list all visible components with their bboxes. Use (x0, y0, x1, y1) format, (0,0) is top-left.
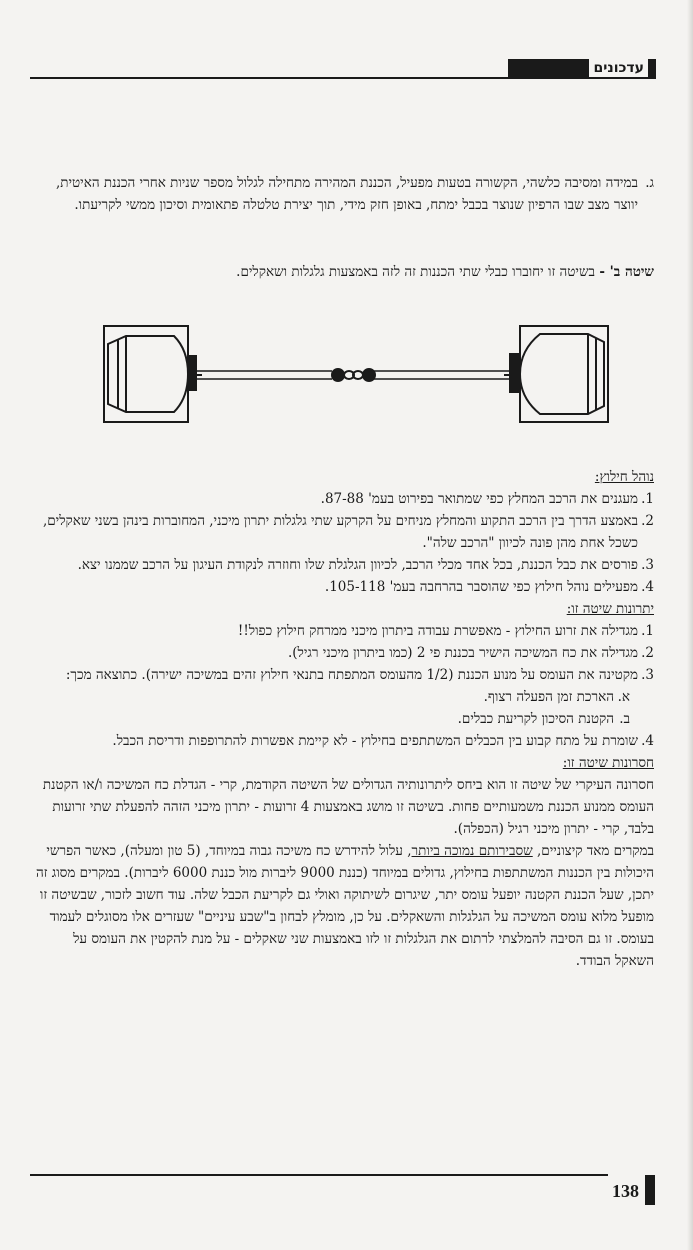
item-text: מעגנים את הרכב המחלץ כפי שמתואר בפירוט בעמ' 87-88. (320, 491, 638, 507)
para2-rest: , עלול להידרש כח משיכה גבוה במיוחד, (5 טון ומעלה), כאשר הפרשי היכולות בין הכננות המשתתפות בחילוץ, גדולים במיוחד (כננת 9000 ליברות מול כננת 6000 ליברות). במקרים מסוג זה יתכן, שעל הכננת הקטנה יופעל עומס יתר, שיגרום לשיתוקה ואולי גם לקריעת הכבל שלה. עוד חשוב לזכור, שבשיטה זו מופעל מלוא עומס המשיכה על הגלגלות והשאקלים. על כן, מומלץ לבחון ב"שבע עיניים" שעזרים אלו מסוגלים לעמוד בעומס. זו גם הסיבה להמלצתי לרתום את הגלגלות זו לזו באמצעות שני שאקלים - על מנת להקטין את העומס על השאקל הבודד. (35, 843, 654, 969)
item-number: 3. (641, 667, 654, 683)
item-text: מפעילים נוהל חילוץ כפי שהוסבר בהרחבה בעמ' 105-118. (324, 579, 638, 595)
method-text: בשיטה זו יחוברו כבלי שתי הכננות זה לזה באמצעות גלגלות ושאקלים. (236, 264, 600, 280)
header-rule (30, 77, 656, 79)
footer-rule (30, 1174, 608, 1176)
item-number: 2. (641, 513, 654, 529)
right-pulley (363, 369, 375, 381)
advantages-item (30, 642, 654, 664)
intro-paragraph (30, 172, 654, 216)
intro-item-number: ג. (645, 175, 654, 191)
procedure-section (30, 466, 654, 972)
right-winch (510, 354, 520, 392)
left-winch (188, 356, 196, 390)
disadvantages-paragraph-1: חסרונה העיקרי של שיטה זו הוא ביחס ליתרונותיה הגדולים של השיטה הקודמת, קרי - הגדלת כח המשיכה ו/או הקטנת העומס ממנוע הכננת משמעותיים פחות. בשיטה זו מושג באמצעות 4 זרועות - יתרון מיכני הזהה להפעלת שתי זרועות בלבד, קרי - יתרון מיכני רגיל (הכפלה). (42, 777, 654, 837)
page-number: 138 (612, 1181, 639, 1201)
item-text: מגדילה את כח המשיכה הישיר בכננת פי 2 (כמו ביתרון מיכני רגיל). (288, 645, 638, 661)
item-text: שומרת על מתח קבוע בין הכבלים המשתתפים בחילוץ - לא קיימת אפשרות להתרופפות ודריסת הכבל. (112, 733, 638, 749)
procedure-item (30, 554, 654, 576)
subitem-number: א. (617, 689, 630, 705)
left-vehicle-body (108, 336, 188, 412)
advantages-item (30, 664, 654, 686)
winch-connection-diagram (100, 322, 615, 426)
intro-item-text: במידה ומסיבה כלשהי, הקשורה בטעות מפעיל, הכננת המהירה מתחילה לגלול מספר שניות אחרי הכננת האיטית, יווצר מצב שבו הרפיון שנוצר בכבל ימתח, באופן חזק מידי, תוך יצירת טלטלה פתאומית וסיכון ממשי לקריעתו. (55, 175, 638, 213)
item-number: 1. (641, 491, 654, 507)
procedure-item (30, 488, 654, 510)
running-header-label: עדכונים (589, 59, 648, 78)
running-header (508, 59, 656, 78)
page-edge (687, 0, 693, 1250)
item-number: 4. (641, 733, 654, 749)
item-number: 1. (641, 623, 654, 639)
page-number-bar (645, 1175, 655, 1205)
item-number: 3. (641, 557, 654, 573)
right-vehicle-body (520, 334, 604, 414)
advantages-item (30, 730, 654, 752)
procedure-item (30, 510, 654, 554)
advantages-title: יתרונות שיטה זו: (566, 601, 654, 617)
para2-start: במקרים מאד קיצוניים, (532, 843, 654, 859)
advantages-subitem (30, 708, 654, 730)
disadvantages-title: חסרונות שיטה זו: (562, 755, 654, 771)
advantages-subitem (30, 686, 654, 708)
para2-underlined: שסבירותם נמוכה ביותר (411, 843, 533, 859)
subitem-text: הארכת זמן הפעלה רצוף. (483, 689, 614, 705)
left-pulley (332, 369, 344, 381)
disadvantages-paragraph-2 (30, 840, 654, 972)
method-paragraph (30, 261, 654, 283)
subitem-text: הקטנת הסיכון לקריעת כבלים. (457, 711, 614, 727)
intro-item (30, 172, 654, 216)
procedure-title: נוהל חילוץ: (594, 469, 654, 485)
procedure-item (30, 576, 654, 598)
method-title: שיטה ב' - (599, 264, 654, 280)
subitem-number: ב. (619, 711, 630, 727)
item-text: פורסים את כבל הכננת, בכל אחד מכלי הרכב, לכיוון הגלגלת שלו וחוזרה לנקודת העיגון על הרכב שממנו יצא. (77, 557, 638, 573)
item-number: 4. (641, 579, 654, 595)
item-text: מגדילה את זרוע החילוץ - מאפשרת עבודה ביתרון מיכני ממרחק חילוץ כפול!! (237, 623, 638, 639)
item-text: באמצע הדרך בין הרכב התקוע והמחלץ מניחים על הקרקע שתי גלגלות יתרון מיכני, המחוברות בינהן בשני שאקלים, כשכל אחת מהן פונה לכיוון "הרכב שלה". (42, 513, 638, 551)
advantages-item (30, 620, 654, 642)
item-text: מקטינה את העומס על מנוע הכננת (1/2 מהעומס המתפתח בתנאי חילוץ זהים במשיכה ישירה). כתוצאה מכך: (65, 667, 638, 683)
item-number: 2. (641, 645, 654, 661)
